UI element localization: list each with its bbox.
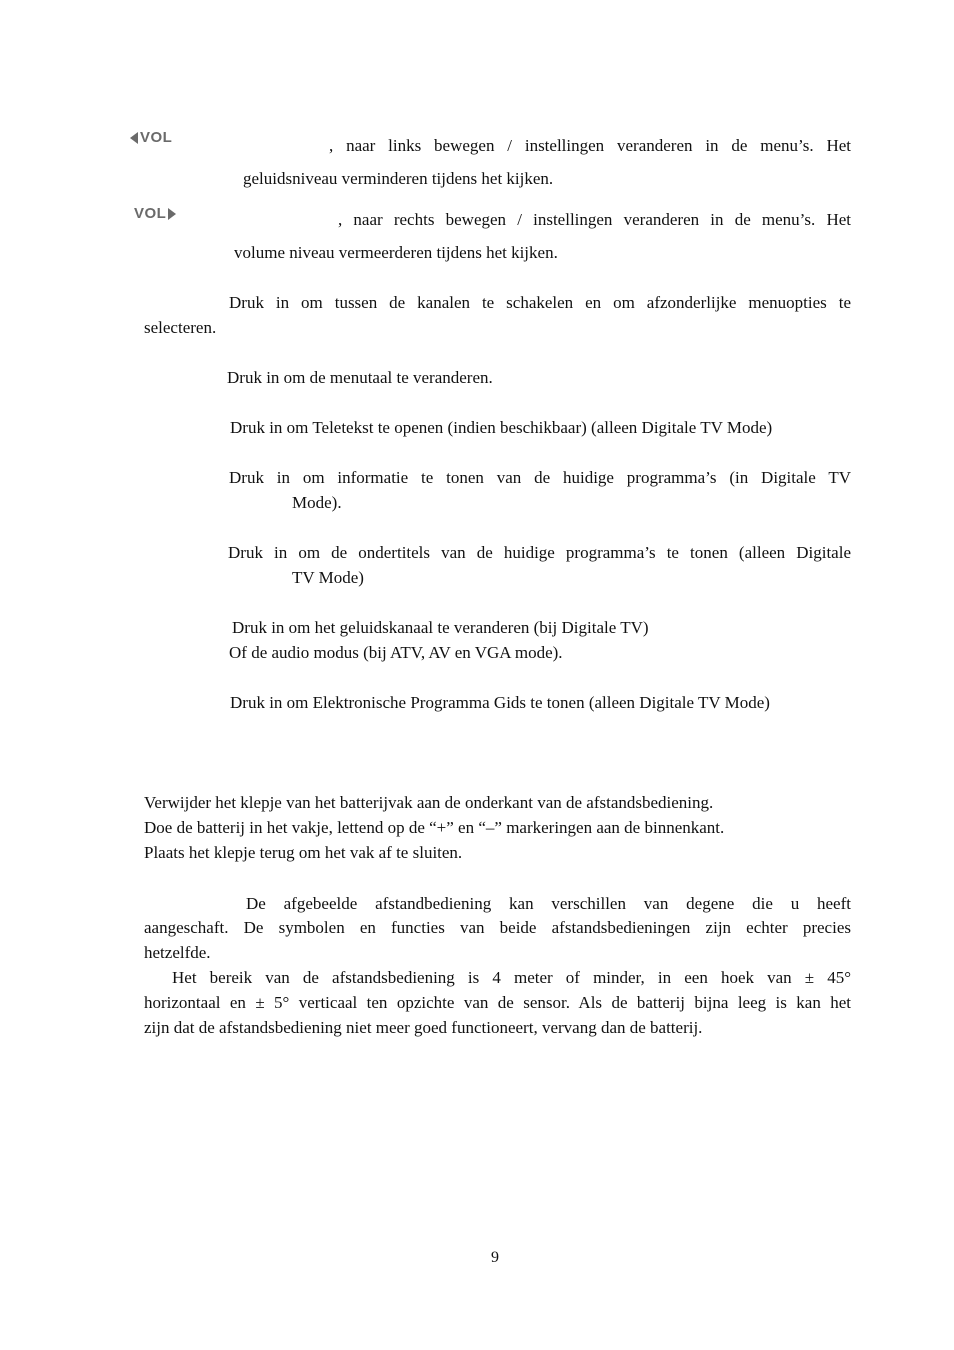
note-paragraph-1: De afgebeelde afstandbediening kan verschillen van degene die u heeft <box>246 894 851 913</box>
note-paragraph-2-cont: horizontaal en ± 5° verticaal ten opzichte van de sensor. Als de batterij bijna leeg is kan het <box>144 993 851 1012</box>
battery-step-1: Verwijder het klepje van het batterijvak aan de onderkant van de afstandsbediening. <box>144 793 714 812</box>
vol-left-description: , naar links bewegen / instellingen veranderen in de menu’s. Het <box>329 136 851 155</box>
arrow-left-icon <box>130 132 138 144</box>
note-paragraph-2-end: zijn dat de afstandsbediening niet meer goed functioneert, vervang dan de batterij. <box>144 1018 703 1037</box>
subtitle-description-cont: TV Mode) <box>292 568 364 587</box>
ok-description: Druk in om tussen de kanalen te schakelen en om afzonderlijke menuopties te <box>229 293 851 312</box>
page-number: 9 <box>491 1249 499 1266</box>
battery-step-3: Plaats het klepje terug om het vak af te sluiten. <box>144 843 463 862</box>
language-description: Druk in om de menutaal te veranderen. <box>227 368 493 387</box>
epg-description: Druk in om Elektronische Programma Gids te tonen (alleen Digitale TV Mode) <box>230 693 770 712</box>
arrow-right-icon <box>168 208 176 220</box>
vol-left-description-cont: geluidsniveau verminderen tijdens het kijken. <box>243 169 554 188</box>
audio-description-cont: Of de audio modus (bij ATV, AV en VGA mode). <box>229 643 563 662</box>
vol-left-icon-label: VOL <box>140 129 173 146</box>
vol-right-icon <box>134 205 176 222</box>
vol-right-description-cont: volume niveau vermeerderen tijdens het kijken. <box>234 243 558 262</box>
ok-description-cont: selecteren. <box>144 318 217 337</box>
vol-right-icon-label: VOL <box>134 205 167 222</box>
audio-description: Druk in om het geluidskanaal te veranderen (bij Digitale TV) <box>232 618 649 637</box>
note-paragraph-1-end: hetzelfde. <box>144 943 211 962</box>
vol-left-icon <box>130 129 172 146</box>
teletext-description: Druk in om Teletekst te openen (indien beschikbaar) (alleen Digitale TV Mode) <box>230 418 773 437</box>
note-paragraph-1-cont: aangeschaft. De symbolen en functies van beide afstandsbedieningen zijn echter precies <box>144 918 851 937</box>
info-description: Druk in om informatie te tonen van de huidige programma’s (in Digitale TV <box>229 468 851 487</box>
battery-step-2: Doe de batterij in het vakje, lettend op de “+” en “–” markeringen aan de binnenkant. <box>144 818 725 837</box>
subtitle-description: Druk in om de ondertitels van de huidige programma’s te tonen (alleen Digitale <box>228 543 851 562</box>
vol-right-description: , naar rechts bewegen / instellingen veranderen in de menu’s. Het <box>338 210 851 229</box>
info-description-cont: Mode). <box>292 493 342 512</box>
note-paragraph-2: Het bereik van de afstandsbediening is 4 meter of minder, in een hoek van ± 45° <box>172 968 851 987</box>
